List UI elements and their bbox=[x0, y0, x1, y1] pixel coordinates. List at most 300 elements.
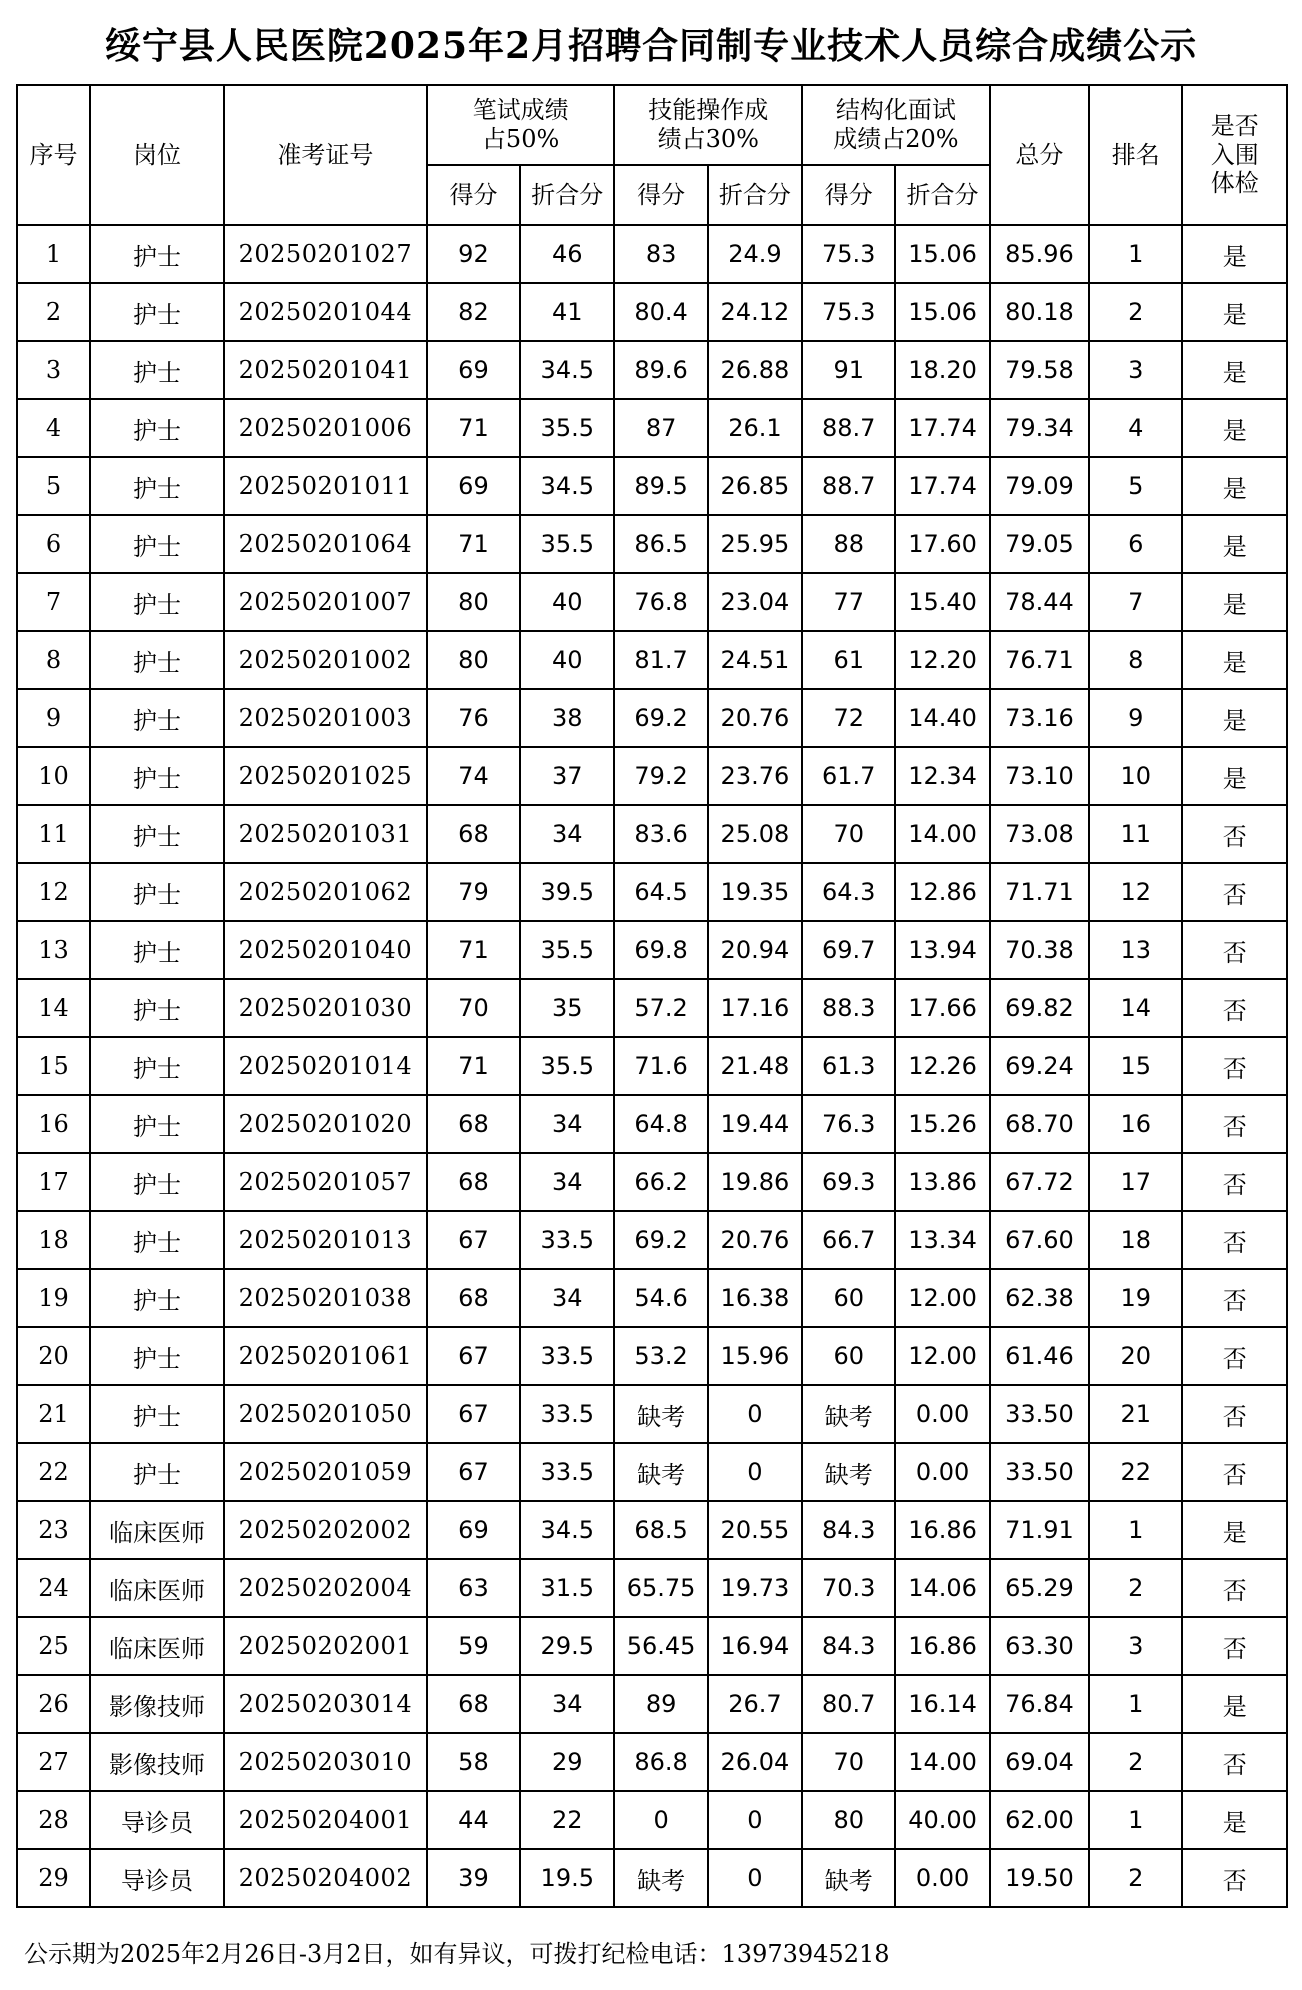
table-row bbox=[17, 863, 1287, 921]
cell-exam-id: 20250201050 bbox=[224, 1385, 427, 1443]
cell-skill-score: 83.6 bbox=[614, 805, 707, 863]
cell-skill-score: 64.5 bbox=[614, 863, 707, 921]
cell-pass: 否 bbox=[1182, 921, 1287, 979]
cell-exam-id: 20250203010 bbox=[224, 1733, 427, 1791]
cell-exam-id: 20250202001 bbox=[224, 1617, 427, 1675]
cell-exam-id: 20250201011 bbox=[224, 457, 427, 515]
cell-seq: 13 bbox=[17, 921, 90, 979]
header-written: 笔试成绩 占50% bbox=[427, 85, 615, 165]
cell-total: 71.71 bbox=[990, 863, 1089, 921]
cell-interview-converted: 17.66 bbox=[895, 979, 989, 1037]
cell-seq: 26 bbox=[17, 1675, 90, 1733]
cell-position: 护士 bbox=[90, 573, 224, 631]
cell-written-score: 69 bbox=[427, 1501, 520, 1559]
cell-exam-id: 20250202002 bbox=[224, 1501, 427, 1559]
cell-interview-converted: 14.06 bbox=[895, 1559, 989, 1617]
table-row bbox=[17, 1037, 1287, 1095]
cell-rank: 1 bbox=[1089, 1791, 1182, 1849]
cell-interview-score: 88.3 bbox=[802, 979, 895, 1037]
cell-skill-score: 89.6 bbox=[614, 341, 707, 399]
cell-skill-converted: 0 bbox=[708, 1385, 802, 1443]
cell-written-converted: 34 bbox=[520, 805, 614, 863]
cell-seq: 5 bbox=[17, 457, 90, 515]
cell-written-converted: 35.5 bbox=[520, 1037, 614, 1095]
cell-written-score: 82 bbox=[427, 283, 520, 341]
cell-pass: 否 bbox=[1182, 1443, 1287, 1501]
cell-rank: 3 bbox=[1089, 1617, 1182, 1675]
cell-exam-id: 20250201013 bbox=[224, 1211, 427, 1269]
cell-rank: 8 bbox=[1089, 631, 1182, 689]
cell-pass: 否 bbox=[1182, 1037, 1287, 1095]
cell-written-converted: 34.5 bbox=[520, 1501, 614, 1559]
cell-interview-score: 61.3 bbox=[802, 1037, 895, 1095]
cell-exam-id: 20250204001 bbox=[224, 1791, 427, 1849]
cell-pass: 否 bbox=[1182, 1327, 1287, 1385]
cell-interview-converted: 15.26 bbox=[895, 1095, 989, 1153]
cell-skill-converted: 26.7 bbox=[708, 1675, 802, 1733]
cell-rank: 15 bbox=[1089, 1037, 1182, 1095]
cell-written-score: 68 bbox=[427, 1269, 520, 1327]
cell-interview-score: 80 bbox=[802, 1791, 895, 1849]
cell-written-score: 59 bbox=[427, 1617, 520, 1675]
cell-skill-score: 54.6 bbox=[614, 1269, 707, 1327]
header-skill-converted: 折合分 bbox=[708, 165, 802, 225]
table-row bbox=[17, 1269, 1287, 1327]
cell-interview-converted: 0.00 bbox=[895, 1385, 989, 1443]
cell-skill-score: 57.2 bbox=[614, 979, 707, 1037]
cell-written-score: 68 bbox=[427, 1095, 520, 1153]
header-skill: 技能操作成 绩占30% bbox=[614, 85, 802, 165]
cell-skill-converted: 16.94 bbox=[708, 1617, 802, 1675]
cell-interview-score: 缺考 bbox=[802, 1443, 895, 1501]
cell-seq: 19 bbox=[17, 1269, 90, 1327]
cell-skill-score: 69.2 bbox=[614, 689, 707, 747]
cell-total: 79.09 bbox=[990, 457, 1089, 515]
cell-interview-converted: 15.40 bbox=[895, 573, 989, 631]
cell-skill-score: 53.2 bbox=[614, 1327, 707, 1385]
cell-skill-score: 缺考 bbox=[614, 1849, 707, 1907]
cell-position: 导诊员 bbox=[90, 1791, 224, 1849]
table-row bbox=[17, 225, 1287, 283]
cell-pass: 否 bbox=[1182, 863, 1287, 921]
cell-rank: 20 bbox=[1089, 1327, 1182, 1385]
cell-exam-id: 20250201003 bbox=[224, 689, 427, 747]
cell-interview-score: 60 bbox=[802, 1327, 895, 1385]
cell-pass: 否 bbox=[1182, 1211, 1287, 1269]
cell-written-converted: 35.5 bbox=[520, 399, 614, 457]
cell-interview-score: 84.3 bbox=[802, 1617, 895, 1675]
table-row bbox=[17, 921, 1287, 979]
cell-written-converted: 34 bbox=[520, 1269, 614, 1327]
cell-seq: 3 bbox=[17, 341, 90, 399]
cell-total: 68.70 bbox=[990, 1095, 1089, 1153]
cell-pass: 是 bbox=[1182, 225, 1287, 283]
cell-total: 33.50 bbox=[990, 1443, 1089, 1501]
cell-exam-id: 20250201038 bbox=[224, 1269, 427, 1327]
table-row bbox=[17, 805, 1287, 863]
table-row bbox=[17, 1385, 1287, 1443]
cell-pass: 否 bbox=[1182, 1153, 1287, 1211]
cell-skill-converted: 26.04 bbox=[708, 1733, 802, 1791]
cell-written-score: 44 bbox=[427, 1791, 520, 1849]
cell-seq: 20 bbox=[17, 1327, 90, 1385]
cell-interview-score: 70 bbox=[802, 805, 895, 863]
cell-position: 护士 bbox=[90, 747, 224, 805]
cell-written-score: 68 bbox=[427, 805, 520, 863]
cell-position: 影像技师 bbox=[90, 1733, 224, 1791]
cell-interview-score: 61.7 bbox=[802, 747, 895, 805]
cell-skill-score: 89 bbox=[614, 1675, 707, 1733]
header-rank: 排名 bbox=[1089, 85, 1182, 225]
notice-footer: 公示期为2025年2月26日-3月2日，如有异议，可拨打纪检电话：13973945218 bbox=[24, 1940, 890, 1968]
cell-written-score: 71 bbox=[427, 921, 520, 979]
cell-written-score: 76 bbox=[427, 689, 520, 747]
cell-exam-id: 20250201059 bbox=[224, 1443, 427, 1501]
cell-written-converted: 46 bbox=[520, 225, 614, 283]
cell-written-score: 69 bbox=[427, 457, 520, 515]
table-row bbox=[17, 1501, 1287, 1559]
cell-rank: 1 bbox=[1089, 1501, 1182, 1559]
cell-interview-score: 缺考 bbox=[802, 1385, 895, 1443]
cell-interview-converted: 12.86 bbox=[895, 863, 989, 921]
cell-skill-score: 71.6 bbox=[614, 1037, 707, 1095]
cell-pass: 否 bbox=[1182, 1385, 1287, 1443]
cell-pass: 是 bbox=[1182, 689, 1287, 747]
cell-written-converted: 41 bbox=[520, 283, 614, 341]
cell-rank: 4 bbox=[1089, 399, 1182, 457]
header-position: 岗位 bbox=[90, 85, 224, 225]
cell-position: 护士 bbox=[90, 863, 224, 921]
cell-position: 护士 bbox=[90, 1153, 224, 1211]
cell-skill-converted: 19.73 bbox=[708, 1559, 802, 1617]
table-row bbox=[17, 1791, 1287, 1849]
cell-position: 护士 bbox=[90, 399, 224, 457]
table-row bbox=[17, 1559, 1287, 1617]
cell-skill-score: 69.2 bbox=[614, 1211, 707, 1269]
page-title: 绥宁县人民医院2025年2月招聘合同制专业技术人员综合成绩公示 bbox=[104, 25, 1198, 67]
cell-pass: 是 bbox=[1182, 573, 1287, 631]
cell-skill-score: 79.2 bbox=[614, 747, 707, 805]
table-row bbox=[17, 1733, 1287, 1791]
cell-interview-score: 70.3 bbox=[802, 1559, 895, 1617]
table-row bbox=[17, 399, 1287, 457]
cell-interview-converted: 15.06 bbox=[895, 225, 989, 283]
cell-skill-converted: 23.04 bbox=[708, 573, 802, 631]
cell-interview-score: 61 bbox=[802, 631, 895, 689]
cell-written-score: 63 bbox=[427, 1559, 520, 1617]
score-table bbox=[16, 84, 1288, 1908]
table-row bbox=[17, 283, 1287, 341]
cell-seq: 9 bbox=[17, 689, 90, 747]
cell-exam-id: 20250201027 bbox=[224, 225, 427, 283]
cell-written-score: 58 bbox=[427, 1733, 520, 1791]
cell-skill-converted: 25.08 bbox=[708, 805, 802, 863]
cell-interview-score: 75.3 bbox=[802, 225, 895, 283]
cell-seq: 18 bbox=[17, 1211, 90, 1269]
header-interview-score: 得分 bbox=[802, 165, 895, 225]
cell-interview-score: 70 bbox=[802, 1733, 895, 1791]
cell-pass: 否 bbox=[1182, 1617, 1287, 1675]
cell-seq: 17 bbox=[17, 1153, 90, 1211]
cell-skill-converted: 20.76 bbox=[708, 689, 802, 747]
cell-rank: 2 bbox=[1089, 283, 1182, 341]
cell-interview-converted: 12.00 bbox=[895, 1327, 989, 1385]
cell-exam-id: 20250201057 bbox=[224, 1153, 427, 1211]
cell-skill-converted: 0 bbox=[708, 1849, 802, 1907]
cell-exam-id: 20250204002 bbox=[224, 1849, 427, 1907]
cell-written-score: 68 bbox=[427, 1675, 520, 1733]
cell-pass: 是 bbox=[1182, 1675, 1287, 1733]
cell-skill-converted: 23.76 bbox=[708, 747, 802, 805]
table-row bbox=[17, 341, 1287, 399]
cell-pass: 否 bbox=[1182, 805, 1287, 863]
cell-exam-id: 20250201044 bbox=[224, 283, 427, 341]
cell-pass: 是 bbox=[1182, 747, 1287, 805]
cell-skill-converted: 19.44 bbox=[708, 1095, 802, 1153]
cell-rank: 17 bbox=[1089, 1153, 1182, 1211]
cell-written-converted: 35 bbox=[520, 979, 614, 1037]
cell-written-converted: 33.5 bbox=[520, 1211, 614, 1269]
cell-rank: 13 bbox=[1089, 921, 1182, 979]
cell-rank: 1 bbox=[1089, 225, 1182, 283]
header-written-converted: 折合分 bbox=[520, 165, 614, 225]
cell-written-converted: 33.5 bbox=[520, 1327, 614, 1385]
cell-skill-score: 缺考 bbox=[614, 1443, 707, 1501]
cell-interview-converted: 12.26 bbox=[895, 1037, 989, 1095]
cell-written-converted: 33.5 bbox=[520, 1443, 614, 1501]
cell-skill-score: 68.5 bbox=[614, 1501, 707, 1559]
cell-interview-score: 69.3 bbox=[802, 1153, 895, 1211]
cell-position: 护士 bbox=[90, 341, 224, 399]
cell-skill-score: 缺考 bbox=[614, 1385, 707, 1443]
cell-total: 61.46 bbox=[990, 1327, 1089, 1385]
cell-total: 79.34 bbox=[990, 399, 1089, 457]
cell-interview-converted: 18.20 bbox=[895, 341, 989, 399]
cell-pass: 是 bbox=[1182, 399, 1287, 457]
cell-seq: 6 bbox=[17, 515, 90, 573]
cell-total: 85.96 bbox=[990, 225, 1089, 283]
cell-seq: 25 bbox=[17, 1617, 90, 1675]
cell-written-converted: 40 bbox=[520, 573, 614, 631]
cell-rank: 5 bbox=[1089, 457, 1182, 515]
cell-skill-score: 0 bbox=[614, 1791, 707, 1849]
cell-exam-id: 20250201020 bbox=[224, 1095, 427, 1153]
cell-written-converted: 34 bbox=[520, 1095, 614, 1153]
cell-seq: 16 bbox=[17, 1095, 90, 1153]
cell-seq: 10 bbox=[17, 747, 90, 805]
table-row bbox=[17, 1617, 1287, 1675]
cell-interview-score: 80.7 bbox=[802, 1675, 895, 1733]
cell-total: 69.24 bbox=[990, 1037, 1089, 1095]
cell-pass: 否 bbox=[1182, 1733, 1287, 1791]
table-row bbox=[17, 1443, 1287, 1501]
header-pass: 是否 入围 体检 bbox=[1182, 85, 1287, 225]
cell-written-score: 80 bbox=[427, 631, 520, 689]
cell-rank: 2 bbox=[1089, 1849, 1182, 1907]
cell-written-converted: 22 bbox=[520, 1791, 614, 1849]
cell-interview-score: 64.3 bbox=[802, 863, 895, 921]
cell-skill-converted: 25.95 bbox=[708, 515, 802, 573]
cell-written-converted: 40 bbox=[520, 631, 614, 689]
cell-skill-converted: 24.9 bbox=[708, 225, 802, 283]
cell-skill-score: 64.8 bbox=[614, 1095, 707, 1153]
cell-total: 67.60 bbox=[990, 1211, 1089, 1269]
table-row bbox=[17, 747, 1287, 805]
header-exam-id: 准考证号 bbox=[224, 85, 427, 225]
cell-rank: 2 bbox=[1089, 1733, 1182, 1791]
cell-position: 护士 bbox=[90, 515, 224, 573]
cell-seq: 21 bbox=[17, 1385, 90, 1443]
cell-exam-id: 20250201002 bbox=[224, 631, 427, 689]
cell-skill-converted: 24.12 bbox=[708, 283, 802, 341]
cell-interview-score: 69.7 bbox=[802, 921, 895, 979]
cell-seq: 29 bbox=[17, 1849, 90, 1907]
cell-written-score: 39 bbox=[427, 1849, 520, 1907]
cell-position: 护士 bbox=[90, 921, 224, 979]
cell-rank: 7 bbox=[1089, 573, 1182, 631]
cell-interview-score: 75.3 bbox=[802, 283, 895, 341]
cell-position: 护士 bbox=[90, 979, 224, 1037]
cell-seq: 12 bbox=[17, 863, 90, 921]
cell-skill-score: 69.8 bbox=[614, 921, 707, 979]
table-row bbox=[17, 979, 1287, 1037]
cell-interview-converted: 0.00 bbox=[895, 1849, 989, 1907]
cell-written-converted: 35.5 bbox=[520, 921, 614, 979]
cell-total: 19.50 bbox=[990, 1849, 1089, 1907]
cell-total: 65.29 bbox=[990, 1559, 1089, 1617]
cell-skill-score: 89.5 bbox=[614, 457, 707, 515]
cell-skill-score: 86.5 bbox=[614, 515, 707, 573]
cell-interview-score: 76.3 bbox=[802, 1095, 895, 1153]
cell-total: 76.71 bbox=[990, 631, 1089, 689]
cell-exam-id: 20250202004 bbox=[224, 1559, 427, 1617]
cell-total: 63.30 bbox=[990, 1617, 1089, 1675]
cell-exam-id: 20250201061 bbox=[224, 1327, 427, 1385]
cell-written-converted: 35.5 bbox=[520, 515, 614, 573]
cell-position: 影像技师 bbox=[90, 1675, 224, 1733]
cell-seq: 8 bbox=[17, 631, 90, 689]
cell-written-score: 80 bbox=[427, 573, 520, 631]
cell-pass: 是 bbox=[1182, 1791, 1287, 1849]
table-row bbox=[17, 631, 1287, 689]
cell-written-score: 92 bbox=[427, 225, 520, 283]
cell-interview-score: 77 bbox=[802, 573, 895, 631]
cell-position: 临床医师 bbox=[90, 1559, 224, 1617]
cell-rank: 6 bbox=[1089, 515, 1182, 573]
cell-position: 护士 bbox=[90, 1095, 224, 1153]
cell-interview-converted: 13.94 bbox=[895, 921, 989, 979]
cell-interview-converted: 17.74 bbox=[895, 399, 989, 457]
cell-rank: 19 bbox=[1089, 1269, 1182, 1327]
table-row bbox=[17, 689, 1287, 747]
cell-written-score: 71 bbox=[427, 515, 520, 573]
cell-skill-converted: 20.76 bbox=[708, 1211, 802, 1269]
cell-exam-id: 20250201041 bbox=[224, 341, 427, 399]
table-row bbox=[17, 1849, 1287, 1907]
cell-total: 62.38 bbox=[990, 1269, 1089, 1327]
cell-pass: 否 bbox=[1182, 1849, 1287, 1907]
cell-total: 79.05 bbox=[990, 515, 1089, 573]
cell-rank: 22 bbox=[1089, 1443, 1182, 1501]
cell-rank: 1 bbox=[1089, 1675, 1182, 1733]
cell-rank: 18 bbox=[1089, 1211, 1182, 1269]
cell-interview-score: 91 bbox=[802, 341, 895, 399]
cell-exam-id: 20250201040 bbox=[224, 921, 427, 979]
cell-rank: 12 bbox=[1089, 863, 1182, 921]
cell-rank: 11 bbox=[1089, 805, 1182, 863]
cell-written-converted: 29.5 bbox=[520, 1617, 614, 1675]
cell-seq: 14 bbox=[17, 979, 90, 1037]
cell-interview-converted: 14.00 bbox=[895, 805, 989, 863]
cell-total: 80.18 bbox=[990, 283, 1089, 341]
cell-seq: 4 bbox=[17, 399, 90, 457]
cell-position: 护士 bbox=[90, 805, 224, 863]
cell-written-score: 67 bbox=[427, 1211, 520, 1269]
cell-total: 76.84 bbox=[990, 1675, 1089, 1733]
cell-written-score: 71 bbox=[427, 399, 520, 457]
cell-interview-converted: 13.86 bbox=[895, 1153, 989, 1211]
cell-rank: 2 bbox=[1089, 1559, 1182, 1617]
table-row bbox=[17, 573, 1287, 631]
header-interview-converted: 折合分 bbox=[895, 165, 989, 225]
cell-written-converted: 38 bbox=[520, 689, 614, 747]
cell-skill-score: 83 bbox=[614, 225, 707, 283]
cell-skill-score: 66.2 bbox=[614, 1153, 707, 1211]
cell-written-converted: 19.5 bbox=[520, 1849, 614, 1907]
cell-interview-converted: 0.00 bbox=[895, 1443, 989, 1501]
cell-written-converted: 34 bbox=[520, 1153, 614, 1211]
cell-total: 73.08 bbox=[990, 805, 1089, 863]
cell-skill-score: 86.8 bbox=[614, 1733, 707, 1791]
cell-written-converted: 34 bbox=[520, 1675, 614, 1733]
header-written-score: 得分 bbox=[427, 165, 520, 225]
cell-position: 临床医师 bbox=[90, 1617, 224, 1675]
cell-written-converted: 39.5 bbox=[520, 863, 614, 921]
table-row bbox=[17, 457, 1287, 515]
cell-rank: 3 bbox=[1089, 341, 1182, 399]
cell-position: 护士 bbox=[90, 1443, 224, 1501]
cell-rank: 9 bbox=[1089, 689, 1182, 747]
cell-position: 护士 bbox=[90, 225, 224, 283]
cell-skill-converted: 19.86 bbox=[708, 1153, 802, 1211]
cell-interview-score: 66.7 bbox=[802, 1211, 895, 1269]
cell-pass: 否 bbox=[1182, 979, 1287, 1037]
cell-interview-converted: 12.20 bbox=[895, 631, 989, 689]
cell-exam-id: 20250201007 bbox=[224, 573, 427, 631]
cell-interview-converted: 16.14 bbox=[895, 1675, 989, 1733]
header-interview: 结构化面试 成绩占20% bbox=[802, 85, 990, 165]
cell-position: 护士 bbox=[90, 689, 224, 747]
cell-pass: 否 bbox=[1182, 1269, 1287, 1327]
cell-position: 护士 bbox=[90, 1211, 224, 1269]
cell-position: 护士 bbox=[90, 1327, 224, 1385]
cell-seq: 22 bbox=[17, 1443, 90, 1501]
cell-seq: 2 bbox=[17, 283, 90, 341]
cell-interview-converted: 14.00 bbox=[895, 1733, 989, 1791]
cell-skill-converted: 16.38 bbox=[708, 1269, 802, 1327]
cell-total: 71.91 bbox=[990, 1501, 1089, 1559]
cell-skill-converted: 15.96 bbox=[708, 1327, 802, 1385]
cell-seq: 1 bbox=[17, 225, 90, 283]
cell-interview-score: 88.7 bbox=[802, 399, 895, 457]
cell-rank: 14 bbox=[1089, 979, 1182, 1037]
cell-interview-converted: 12.34 bbox=[895, 747, 989, 805]
cell-rank: 16 bbox=[1089, 1095, 1182, 1153]
table-row bbox=[17, 1327, 1287, 1385]
cell-position: 护士 bbox=[90, 1269, 224, 1327]
cell-interview-converted: 16.86 bbox=[895, 1617, 989, 1675]
cell-written-score: 74 bbox=[427, 747, 520, 805]
